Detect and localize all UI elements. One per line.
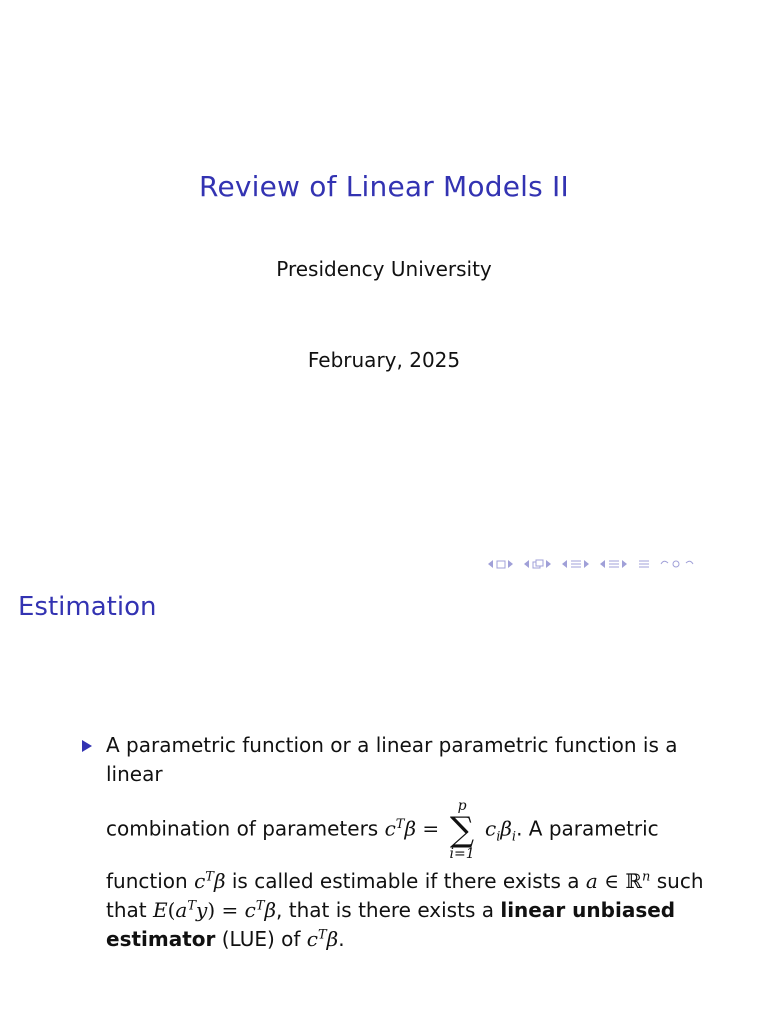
nav-left-arrow-icon — [562, 560, 568, 568]
bullet-item — [82, 731, 722, 954]
subsection-nav-icon — [532, 559, 544, 569]
section-nav-icon — [570, 559, 582, 569]
frame-nav[interactable] — [488, 560, 514, 569]
bullet-text: A parametric function or a linear parametric function is a linear combination of parameters $c^T\beta$ = p ∑ i=1 $c_i\beta_i$. A parametric function $c^T\beta$ is called estimable if there exists a a ∈ ℝ$^n$ such that $E(a^Ty) = c^T\beta$, that is there exists a linear unbiased estimator (LUE) of $c^T\beta$. — [106, 733, 704, 951]
frame-nav-icon — [496, 560, 506, 569]
nav-left-arrow-icon — [600, 560, 606, 568]
presentation-date: February, 2025 — [307, 348, 461, 372]
estimation-slide — [0, 576, 768, 1024]
section-nav-icon — [608, 559, 620, 569]
summation-symbol: p ∑ i=1 — [449, 798, 475, 862]
author-institution: Presidency University — [276, 257, 492, 281]
nav-right-arrow-icon — [546, 560, 552, 568]
search-icon — [660, 559, 694, 569]
nav-right-arrow-icon — [584, 560, 590, 568]
subsection-list-nav[interactable] — [600, 559, 628, 569]
bold-term: linear unbiased estimator — [106, 898, 676, 951]
document-nav[interactable] — [638, 559, 650, 569]
nav-right-arrow-icon — [508, 560, 514, 568]
document-nav-icon — [638, 559, 650, 569]
section-nav[interactable] — [562, 559, 590, 569]
beamer-navigation-bar — [488, 557, 700, 571]
frame-title: Estimation — [18, 592, 157, 622]
search-nav[interactable] — [660, 559, 694, 569]
nav-right-arrow-icon — [622, 560, 628, 568]
presentation-title: Review of Linear Models II — [199, 170, 569, 203]
nav-left-arrow-icon — [488, 560, 494, 568]
subsection-nav[interactable] — [524, 559, 552, 569]
nav-left-arrow-icon — [524, 560, 530, 568]
bullet-triangle-icon — [82, 740, 92, 752]
